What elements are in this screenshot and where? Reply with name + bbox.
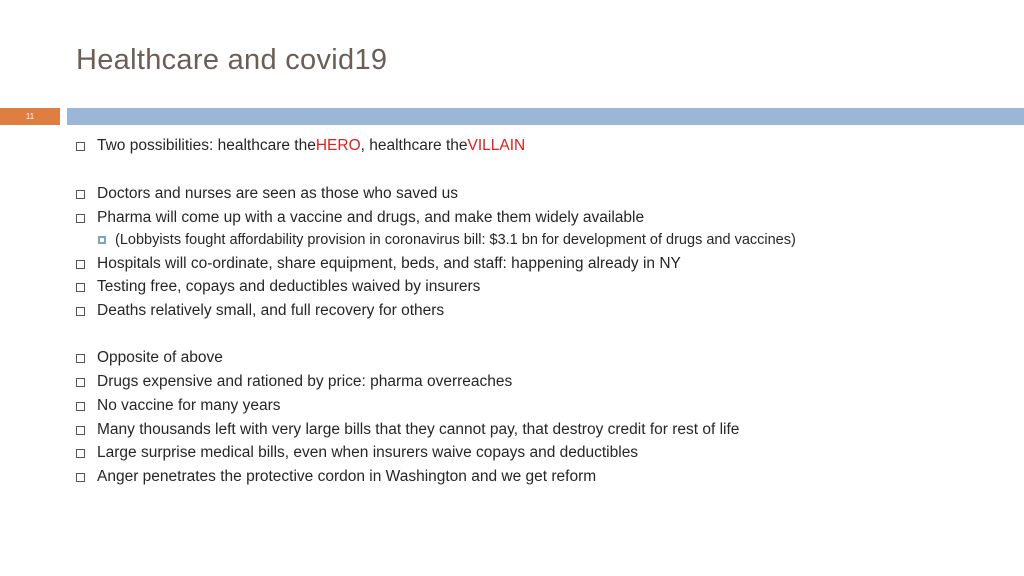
bullet-square-icon (76, 426, 85, 435)
bullet-item: Large surprise medical bills, even when insurers waive copays and deductibles (76, 442, 638, 464)
bullet-square-icon (76, 260, 85, 269)
bullet-item: Anger penetrates the protective cordon in Washington and we get reform (76, 466, 596, 488)
bullet-item: Hospitals will co-ordinate, share equipment, beds, and staff: happening already in NY (76, 253, 681, 275)
bullet-item: Deaths relatively small, and full recovery for others (76, 300, 444, 322)
hero-text: HERO (315, 137, 361, 154)
bullet-square-icon (76, 378, 85, 387)
villain-text: VILLAIN (467, 137, 526, 154)
bullet-possibilities: Two possibilities: healthcare the HERO , healthcare the VILLAIN (76, 135, 525, 157)
bullet-item: Opposite of above (76, 347, 223, 369)
bullet-square-icon (76, 142, 85, 151)
bullet-square-icon (76, 354, 85, 363)
bullet-square-icon (76, 449, 85, 458)
slide-title: Healthcare and covid19 (76, 44, 388, 76)
bullet-item: Drugs expensive and rationed by price: pharma overreaches (76, 371, 512, 393)
bullet-square-icon (76, 214, 85, 223)
bullet-item: Many thousands left with very large bills that they cannot pay, that destroy credit for rest of life (76, 419, 739, 441)
slide-number: 11 (0, 108, 60, 125)
sub-bullet-item: (Lobbyists fought affordability provision in coronavirus bill: $3.1 bn for development of drugs and vaccines) (98, 229, 796, 251)
bullet-item: Doctors and nurses are seen as those who saved us (76, 183, 458, 205)
bullet-item: No vaccine for many years (76, 395, 281, 417)
bullet-item: Testing free, copays and deductibles waived by insurers (76, 276, 480, 298)
sub-bullet-square-icon (98, 236, 106, 244)
bullet-square-icon (76, 473, 85, 482)
bullet-item: Pharma will come up with a vaccine and drugs, and make them widely available (76, 207, 644, 229)
bullet-square-icon (76, 283, 85, 292)
bullet-square-icon (76, 190, 85, 199)
bullet-square-icon (76, 402, 85, 411)
bullet-square-icon (76, 307, 85, 316)
